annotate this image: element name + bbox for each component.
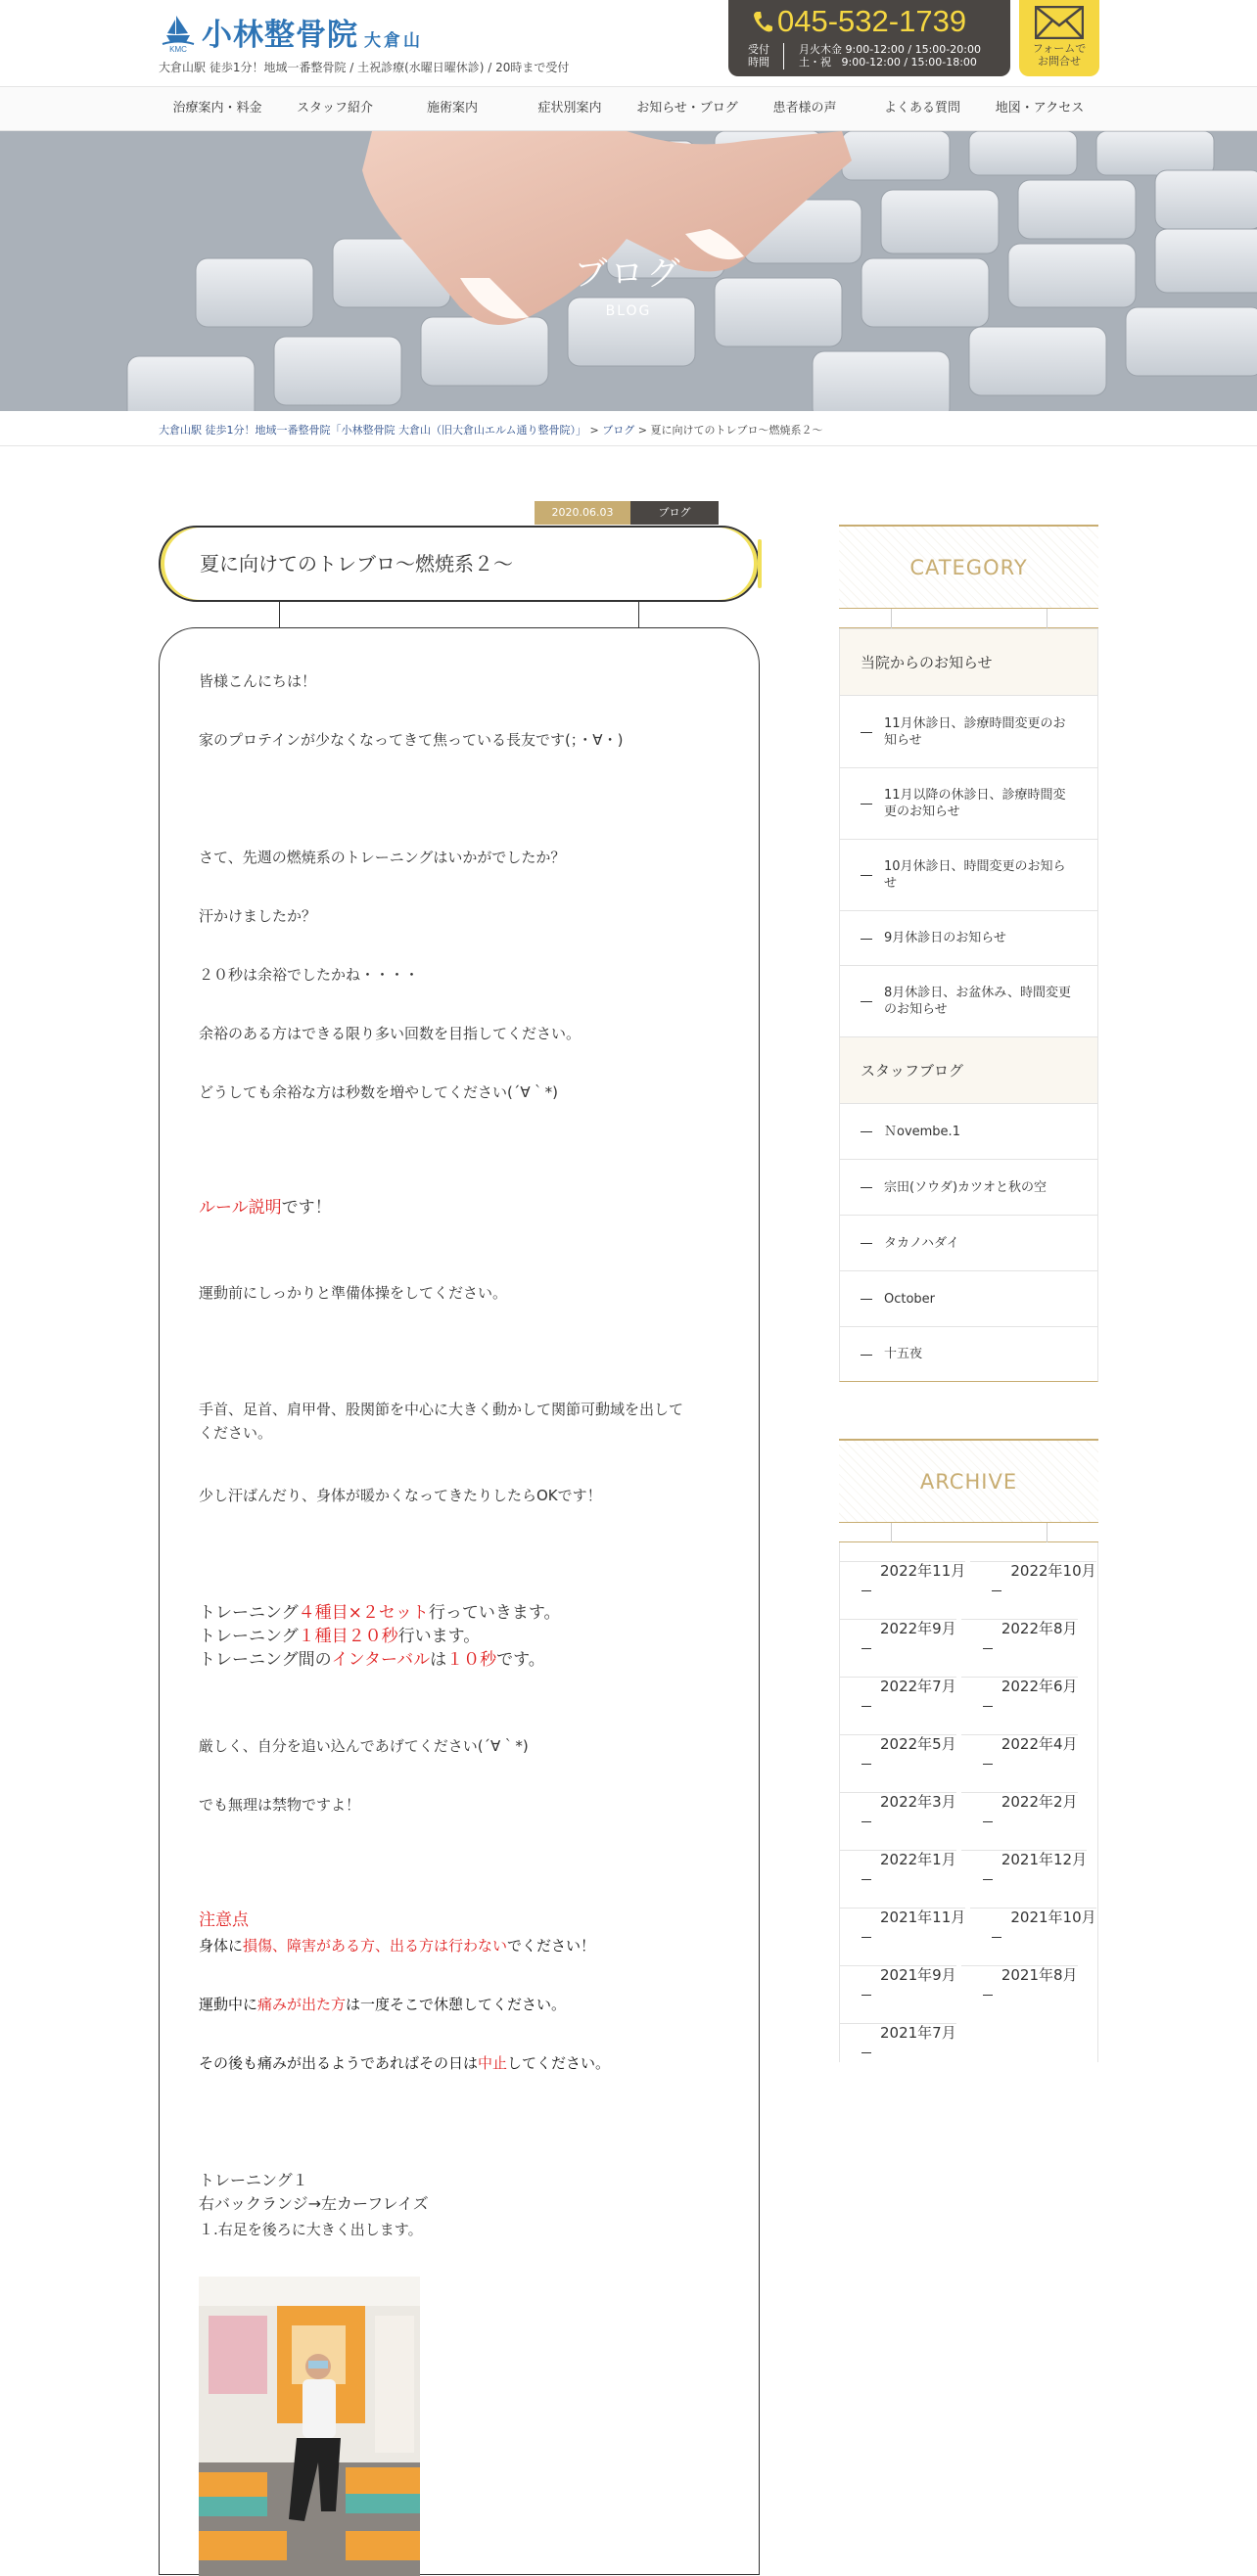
text: でください！	[507, 1937, 596, 1955]
emphasis-text: 中止	[478, 2054, 508, 2072]
post-title: 夏に向けてのトレブロ～燃焼系２～	[159, 526, 760, 602]
post-paragraph: 汗かけましたか？	[199, 907, 317, 925]
emphasis-text: インターバル	[331, 1650, 431, 1670]
post-paragraph: 手首、足首、肩甲骨、股関節を中心に大きく動かして関節可動域を出して ください。	[199, 1401, 684, 1442]
title-connector	[638, 601, 639, 627]
text: 運動中に	[199, 1996, 258, 2013]
phone-icon	[752, 10, 773, 39]
archive-link[interactable]: 2021年12月	[961, 1850, 1087, 1868]
title-connector	[279, 601, 280, 627]
category-news[interactable]: 当院からのお知らせ	[840, 628, 1097, 695]
archive-link[interactable]: 2021年8月	[961, 1965, 1078, 1984]
heading-decoration	[839, 609, 1098, 628]
logo-mark-text: KMC	[169, 45, 187, 53]
text: です。	[496, 1650, 545, 1670]
emphasis-text: １０秒	[446, 1650, 497, 1670]
post-category-tag[interactable]: ブログ	[630, 501, 719, 525]
text: トレーニング間の	[199, 1650, 332, 1670]
archive-link[interactable]: 2022年8月	[961, 1619, 1078, 1637]
category-post-link[interactable]: 11月休診日、診療時間変更のお知らせ	[840, 695, 1097, 767]
breadcrumb	[159, 422, 823, 437]
sidebar	[839, 525, 1098, 2062]
breadcrumb-home[interactable]: 大倉山駅 徒歩1分！地域一番整骨院「小林整骨院 大倉山（旧大倉山エルム通り整骨院）」	[159, 424, 587, 437]
business-hours: 月火木金 9:00-12:00 / 15:00-20:00 土・祝 9:00-12:00 / 15:00-18:00	[799, 43, 981, 69]
category-post-link[interactable]: 十五夜	[840, 1326, 1097, 1381]
emphasis-text: 損傷、障害がある方、出る方は行わない	[243, 1937, 508, 1955]
divider	[0, 445, 1257, 446]
rules-heading-text: です！	[281, 1198, 332, 1218]
training-step: １.右足を後ろに大きく出します。	[199, 2221, 423, 2238]
nav-item-treatment-fees[interactable]: 治療案内・料金	[172, 101, 262, 115]
contact-form-label: フォームで お問合せ	[1032, 42, 1087, 68]
phone-number: 045-532-1739	[777, 4, 967, 38]
breadcrumb-separator: >	[586, 424, 603, 437]
post-paragraph: 厳しく、自分を追い込んであげてください(´∀｀*)	[199, 1737, 529, 1755]
text: は一度そこで休憩してください。	[346, 1996, 567, 2013]
text: 身体に	[199, 1937, 244, 1955]
emphasis-text: １種目２０秒	[298, 1627, 398, 1646]
archive-link[interactable]: 2022年1月	[840, 1850, 956, 1868]
phone-contact[interactable]	[728, 0, 1010, 76]
caution-line	[199, 1934, 595, 1957]
contact-form-button[interactable]	[1019, 0, 1099, 76]
category-post-link[interactable]: 宗田(ソウダ)カツオと秋の空	[840, 1159, 1097, 1215]
post-paragraph: でも無理は禁物ですよ！	[199, 1796, 361, 1814]
text: 行います。	[397, 1627, 481, 1646]
archive-link[interactable]: 2022年9月	[840, 1619, 956, 1637]
text: は	[430, 1650, 447, 1670]
nav-item-access[interactable]: 地図・アクセス	[995, 101, 1085, 115]
training-rule-line	[199, 1601, 561, 1625]
training-title: トレーニング１	[199, 2171, 308, 2189]
archive-link[interactable]: 2022年4月	[961, 1734, 1078, 1753]
post-paragraph: 余裕のある方はできる限り多い回数を目指してください。	[199, 1025, 582, 1042]
post-content	[159, 627, 760, 2575]
category-staff-blog[interactable]: スタッフブログ	[840, 1036, 1097, 1103]
category-post-link[interactable]: タカノハダイ	[840, 1215, 1097, 1270]
nav-item-symptoms[interactable]: 症状別案内	[537, 101, 602, 115]
category-post-link[interactable]: October	[840, 1270, 1097, 1326]
archive-link[interactable]: 2022年2月	[961, 1792, 1078, 1811]
nav-item-services[interactable]: 施術案内	[426, 101, 478, 115]
archive-link[interactable]: 2022年6月	[961, 1677, 1078, 1695]
training-rule-line	[199, 1648, 545, 1672]
hours-divider	[783, 43, 784, 69]
post-paragraph: 運動前にしっかりと準備体操をしてください。	[199, 1284, 508, 1302]
caution-line	[199, 2051, 610, 2075]
global-nav	[0, 86, 1257, 131]
archive-link[interactable]: 2022年7月	[840, 1677, 956, 1695]
nav-item-news-blog[interactable]: お知らせ・ブログ	[636, 101, 738, 115]
breadcrumb-separator: >	[634, 424, 651, 437]
archive-link[interactable]: 2022年5月	[840, 1734, 956, 1753]
post-paragraph: ２０秒は余裕でしたかね・・・・	[199, 966, 420, 984]
site-logo[interactable]	[159, 12, 423, 53]
text: 行っていきます。	[428, 1603, 561, 1623]
nav-item-testimonials[interactable]: 患者様の声	[772, 101, 837, 115]
category-post-link[interactable]: 11月以降の休診日、診療時間変更のお知らせ	[840, 767, 1097, 839]
archive-link[interactable]: 2021年7月	[840, 2023, 956, 2042]
archive-link[interactable]: 2021年11月	[840, 1908, 965, 1926]
header-tagline: 大倉山駅 徒歩1分！地域一番整骨院 / 土祝診療(水曜日曜休診) / 20時まで受付	[159, 61, 570, 74]
text: トレーニング	[199, 1603, 299, 1623]
heading-decoration	[839, 1523, 1098, 1542]
archive-list	[839, 1542, 1098, 2062]
archive-link[interactable]: 2021年10月	[970, 1908, 1095, 1926]
training-photo	[199, 2277, 420, 2576]
category-post-link[interactable]: 9月休診日のお知らせ	[840, 910, 1097, 965]
breadcrumb-blog[interactable]: ブログ	[602, 424, 635, 437]
category-heading: CATEGORY	[839, 525, 1098, 609]
hours-label: 受付 時間	[748, 43, 769, 69]
caution-line	[199, 1993, 566, 2016]
text: トレーニング	[199, 1627, 299, 1646]
page-title: ブログ	[574, 254, 683, 294]
nav-item-faq[interactable]: よくある質問	[883, 101, 960, 115]
category-post-link[interactable]: 10月休診日、時間変更のお知らせ	[840, 839, 1097, 910]
text: その後も痛みが出るようであればその日は	[199, 2054, 479, 2072]
category-list	[839, 628, 1098, 1382]
emphasis-text: 痛みが出た方	[257, 1996, 347, 2013]
training-rule-line	[199, 1625, 480, 1648]
logo-title: 小林整骨院	[202, 18, 358, 53]
category-post-link[interactable]: 8月休診日、お盆休み、時間変更のお知らせ	[840, 965, 1097, 1036]
site-header	[0, 0, 1257, 86]
emphasis-text: ４種目×２セット	[298, 1603, 429, 1623]
logo-subtitle: 大倉山	[364, 31, 423, 51]
post-date: 2020.06.03	[535, 501, 630, 525]
ship-logo-icon	[159, 12, 198, 53]
archive-link[interactable]: 2022年10月	[970, 1561, 1095, 1580]
archive-link[interactable]: 2021年9月	[840, 1965, 956, 1984]
archive-link[interactable]: 2022年3月	[840, 1792, 956, 1811]
archive-heading: ARCHIVE	[839, 1439, 1098, 1523]
post-paragraph: 皆様こんにちは！	[199, 672, 317, 690]
post-paragraph: どうしても余裕な方は秒数を増やしてください(´∀｀*)	[199, 1083, 558, 1101]
caution-heading: 注意点	[199, 1910, 249, 1930]
envelope-icon	[1035, 6, 1084, 39]
text: してください。	[507, 2054, 611, 2072]
emphasis-text: ルール説明	[199, 1198, 282, 1218]
post-paragraph: 家のプロテインが少なくなってきて焦っている長友です(；・∀・)	[199, 731, 624, 749]
category-post-link[interactable]: Ｎovembe.1	[840, 1103, 1097, 1159]
hero-banner	[0, 131, 1257, 411]
post-paragraph: さて、先週の燃焼系のトレーニングはいかがでしたか？	[199, 849, 566, 866]
rules-heading	[199, 1196, 332, 1219]
training-exercise: 右バックランジ→左カーフレイズ	[199, 2194, 429, 2213]
nav-item-staff[interactable]: スタッフ紹介	[296, 101, 373, 115]
breadcrumb-current: 夏に向けてのトレブロ～燃焼系２～	[650, 424, 823, 437]
page-subtitle: BLOG	[605, 303, 652, 319]
post-paragraph: 少し汗ばんだり、身体が暖かくなってきたりしたらOKです！	[199, 1487, 602, 1504]
archive-link[interactable]: 2022年11月	[840, 1561, 965, 1580]
